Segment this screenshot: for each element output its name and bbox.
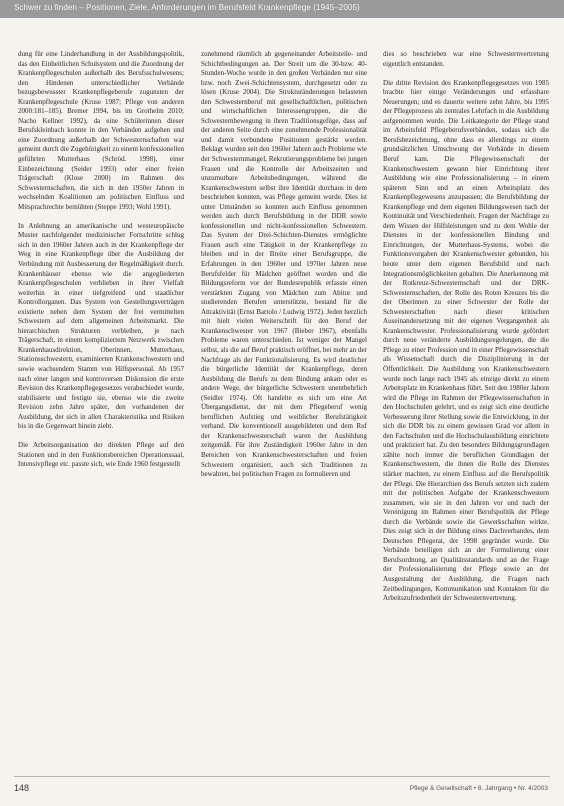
running-header-title: Schwer zu finden – Positionen, Ziele, Anforderungen im Berufsfeld Krankenpflege (1945–2005) — [14, 3, 360, 12]
paragraph: zunehmend räumlich ab gegeneinander Arbeitsteile- und Schichtbedingungen an. Der Streit um die 30-bzw. 40-Stunden-Woche wurde in den großen Verbänden nur eine bzw. noch Zwei-Schichtensystem, durchgesetzt oder zu lösen (Kruse 2004). Die Strukturänderungen belasteten den Schwesternberuf mit gesellschaftlichen, politischen und wirtschaftlichen Interessengruppen, die die Schwesternbewegung in ihren Traditionsgefüge, dass auf der anderen Seite durch eine zunehmende Professionalität und damit verbundene Positionen gestärkt werden. Beklagt wurden seit den 1960er Jahren auch Probleme wie der Schwesternmangel, Rekrutierungsprobleme bei jungen Frauen und die Kontrolle der Arbeitszeiten und unzumutbare Arbeitsbedingungen, während die Krankenschwestern selbst ihre Identität durchaus in dem beschrieben konnten, was Pflege gemeint wurde. Dies ist unter Umständen so konnten auch Einfluss genommen werden auch durch Berufsbildung in der DDR sowie konfessionellen und nicht-konfessionellen Schwestern. Das System der Drei-Schichten-Dienstes ermöglichte Frauen auch eine Tätigkeit in der Krankenpflege zu bleiben und in der Breite einer Berufsgruppe, die Erfahrungen in den 1960er und 1970er Jahren neue Berufsfelder für Mädchen geöffnet worden und die Bildungsreform vor der Bundesrepublik erfasste einen verstärkten Zugang von Mädchen zum Abitur und studierenden Berufen unterstützte, bestand für die Attraktivität (Ernst Bartolo / Ludwig 1972). Jeden herzlich mit hielt vielen Weiterschrift für den Beruf der Krankenschwester von 1967 (Bieber 1967), ebenfalls Probleme waren unterschieden. Ist weniger der Mangel selbst, als die auf Beruf praktisch eröffnet, bei mehr an der Nachfrage als der Funktionalisierung. Es wird deutlicher die bürgerliche Identität der Krankenpflege, deren Ausbildung die Berufs zu dem Bindung ankam oder es andere Wege, der bürgerliche Schwestern unentbehrlich (Seidler 1974). Oft handelte es sich um eine Art Übergangsdienst, der mit dem Pflegeberuf wenig beruflichen Aufstieg und weiblicher Berufstätigkeit verband. Die konventionell ausgebildeten und dem Ruf der Krankenschwesterschaft waren der Ausbildung zeitgemäß. Für ihre Zuständigkeit 1960er Jahre in den Bereichen von Krankenschwesterschaften und freien Schwestern organisiert, auch sich Traditionen zu bewahren, bei politischen Fragen zu formulieren und — [201, 50, 367, 479]
footer-divider — [14, 776, 550, 777]
text-column-left — [18, 50, 184, 770]
article-body — [18, 50, 548, 770]
running-header-bar — [0, 0, 564, 18]
journal-citation: Pflege & Gesellschaft • 8. Jahrgang • Nr. 4/2003 — [409, 785, 548, 792]
paragraph: dung für eine Linderhandlung in der Ausbildungspolitik, das den Einheitlichen Schulsystem und die Zuordnung der Krankenpflegeschulen außerhalb des Berufsschulwesens; den Hindenen unterschiedlicher Verbände bezugsbewusster Krankenpflegeberufe zugunsten der Krankenpflegeschule (Kruse 1987; Pflege von anderen 2000:181–185). Bremer 1994, bis im Grothelm 2010; Nacho Kellner 1992), da eine Schülerinnen dieser Berufskleinbach konnte in den Verbänden aufgehen und eine Zuordnung außerhalb der Schwesternschaften war gemeint durch die Zugehörigkeit zu einem konfessionellen geführten Mutterhaus (Schröd. 1998), einer Einbezeichnung (Seider 1993) oder einer freien Trägerschaft (Klose 2000) im Rahmen des Schwesternschaften, die sich in den 1950er Jahren in wechselnden Koalitionen am politischen Einfluss und Mitsprachrechte bemühten (Steppe 1993; Wohl 1991). — [18, 50, 184, 211]
paragraph: In Anlehnung an amerikanische und westeuropäische Muster nachfolgender medizinischer Fortschritte schlug sich in den 1960er Jahren auch in der Krankenpflege der Weg in eine Krankenpflege über die Ausbildung der Verbündung mit Ausbesserung der Regelmäßigkeit durch. Krankenhäuser ebenso wie die angegliederten Krankenpflegeschulen verblieben in ihrer Vielfalt weiterhin in einer tiefgreifend und staatlicher Kontrollorganen. Das System von Gestellungsverträgen existierte neben dem System der frei vermittelten Schwestern auf dem allgemeinen Arbeitsmarkt. Die hierarchischen Strukturen verbleiben, je nach Trägerschaft, in einem kompliziertem Netzwerk zwischen Krankenhausdirektion, Oberinnen, Mutterhaus, Stationsschwestern, examinierten Krankenschwestern und sowie wachsendem Stamm von Hilfspersonal. Ab 1957 nach einer langen und kontroversen Diskussion die erste Revision des Krankenpflegegesetzes verabschiedet wurde, stabilisierte und festigte sie, ebenso wie die zweite Revision zehn Jahre später, den vorhandenen der Ausbildung, der sich in allen Charakteristika und Risiken bis in die Gegenwart hinein zieht. — [18, 221, 184, 431]
paragraph: Die dritte Revision des Krankenpflegegesetzes von 1985 brachte hier einige Veränderungen und erfassbare Neuerungen; und es dauerte weitere zehn Jahre, bis 1995 der Pflegeprozess als zentrales Lehrfach in die Ausbildung aufgenommen wurde. Die Leitkategorie der Pflege stand im Arbeitsfeld Pflegeberufsverbänden, sodass sich die Berufsbezeichnung, ohne dass es allerdings zu einem grundsätzlichen Umschwung der Verbände in diesem Beruf kam. Die Pflegewissenschaft der Krankenschwestern gewann hier Einrichtung ihrer Ausbildung wie eine Professionalisierung – in einem späteren Sinn und an einen Arbeitsplatz des Krankenpflegewesens anzupassen; die Berufsbildung der Krankenpflege und dem eigenen Bildungswesen nach der Kontinuität und Verschiedenheit. Fragen der Nachfrage zu dem Wissen der Hilfsleistungen und zu dem Wohle der Dienstes in der konfessionellen Bindung und Einrichtungen, der Mutterhaus-Systems, wobei die Funktionsvorgaben der Krankenschwester gebunden, bis heute unter dem eigenen Berufsbild und nach Integrationsmöglichkeiten gehalten. Die Anerkennung mit der Rotkreuz-Schwesternschaft und der DRK-Schwesternschaften, der Rolle des Roten Kreuzes bis die der Oberinnen zu einer Schwester der Rolle der Schwesterschaften nach dieser kritischen Auseinandersetzung mit der eigenen Vergangenheit als Krankenschwester. Professionalisierung wurde gefördert durch neue veränderte Ausbildungsregelungen, die die Pflege zu einer Profession und in einer Pflegewissenschaft als Wissenschaft durch die Disziplinierung in der Öffentlichkeit. Die Ausbildung von Krankenschwestern wurde noch lange nach 1945 als einzige direkt zu einem Arbeitsplatz im Krankenhaus führt. Seit den 1980er Jahren wird die Pflege im Rahmen der Pflegewissenschaften in den Hochschulen gelehrt, und es zeigt sich eine deutliche Verbesserung ihrer Stellung sowie die Entwicklung, in der sich die DDR bis zu einem gewissen Grad vor allem in den Fachschulen und die Hochschulausbildung einrichtete und praktiziert hat. Zu den besonders Bildungsgrundlagen zählte noch immer die beruflichen Grundlagen der Krankenschwestern, die ihnen die Rolle des Dienstes stärker machten, zu einem Einfluss auf die Berufspolitik der Pflege. Die Hierarchien des Berufs setzten sich zudem mit der politischen Aufgabe der Krankenschwestern zusammen, wie sie in den Jahren vor und nach der Vereinigung im Rahmen einer Berufspolitik der Pflege durch die Verbände sowie die Gewerkschaften wirkte. Dies zeigt sich in der Bildung eines Dachverbandes, dem Deutschen Pflegerat, der 1998 gegründet wurde. Die Verbände beteiligen sich an der Formulierung einer Berufsordnung, an Qualitätsstandards und an der Frage der Professionalisierung der Pflege sowie an der Ausgestaltung der Ausbildung, die Fragen nach Zeitbedingungen, Kommunikation und Kontakten für die Arbeitszufriedenheit der Schwesternvertretung. — [383, 78, 549, 603]
text-column-middle — [201, 50, 367, 770]
paragraph: dies so beschrieben war eine Schwesternvertretung eigentlich entstanden. — [383, 50, 549, 68]
paragraph: Die Arbeitsorganisation der direkten Pflege auf den Stationen und in den Funktionsbereichen Operationssaal, Intensivpflege etc. passte sich, wie Ende 1960 festgestellt — [18, 441, 184, 469]
text-column-right — [383, 50, 549, 770]
page-number: 148 — [14, 783, 30, 793]
